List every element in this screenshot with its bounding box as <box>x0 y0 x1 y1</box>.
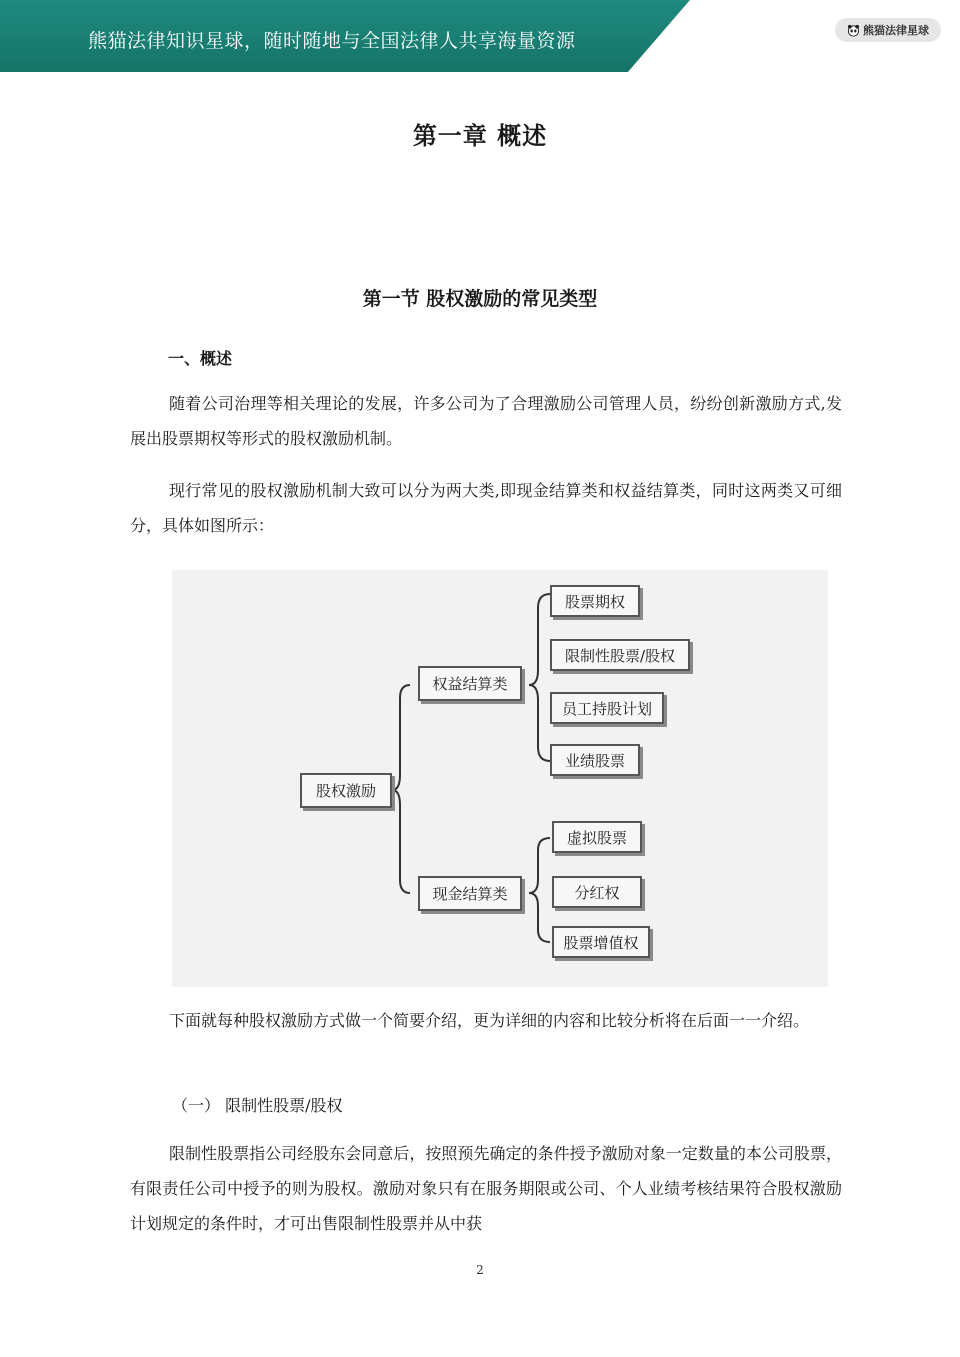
node-root: 股权激励 <box>300 773 392 808</box>
node-branch-equity: 权益结算类 <box>418 666 522 701</box>
node-employee-stock-plan: 员工持股计划 <box>550 692 664 724</box>
root-brace <box>392 685 410 893</box>
banner-slogan: 熊猫法律知识星球，随时随地与全国法律人共享海量资源 <box>88 30 576 52</box>
item-heading-restricted-stock: （一） 限制性股票/股权 <box>172 1096 343 1115</box>
lower-brace <box>529 838 550 942</box>
node-stock-appreciation: 股票增值权 <box>552 926 650 958</box>
node-performance-stock: 业绩股票 <box>550 744 640 776</box>
section-title: 第一节 股权激励的常见类型 <box>362 288 598 310</box>
diagram-connectors <box>172 570 828 987</box>
header-banner <box>0 0 960 72</box>
node-branch-cash: 现金结算类 <box>418 876 522 911</box>
node-stock-option: 股票期权 <box>550 585 640 617</box>
brand-logo[interactable] <box>835 18 941 42</box>
upper-brace <box>529 594 550 761</box>
equity-incentive-diagram <box>172 570 828 987</box>
node-restricted-stock: 限制性股票/股权 <box>550 639 690 671</box>
paragraph-intro: 随着公司治理等相关理论的发展，许多公司为了合理激励公司管理人员，纷纷创新激励方式,发展出股票期权等形式的股权激励机制。 <box>130 394 842 448</box>
chapter-title: 第一章 概述 <box>412 121 548 150</box>
paragraph-after-diagram: 下面就每种股权激励方式做一个简要介绍，更为详细的内容和比较分析将在后面一一介绍。 <box>169 1011 810 1030</box>
node-dividend-right: 分红权 <box>552 876 642 908</box>
paragraph-classification: 现行常见的股权激励机制大致可以分为两大类,即现金结算类和权益结算类，同时这两类又可细分，具体如图所示： <box>130 481 842 535</box>
panda-icon <box>847 24 860 37</box>
node-virtual-stock: 虚拟股票 <box>552 821 642 853</box>
page-number: 2 <box>476 1263 484 1277</box>
logo-text: 熊猫法律星球 <box>863 24 929 37</box>
subsection-title: 一、概述 <box>168 349 233 368</box>
paragraph-restricted-stock: 限制性股票指公司经股东会同意后，按照预先确定的条件授予激励对象一定数量的本公司股票，有限责任公司中授予的则为股权。激励对象只有在服务期限或公司、个人业绩考核结果符合股权激励计划规定的条件时，才可出售限制性股票并从中获 <box>130 1144 842 1233</box>
